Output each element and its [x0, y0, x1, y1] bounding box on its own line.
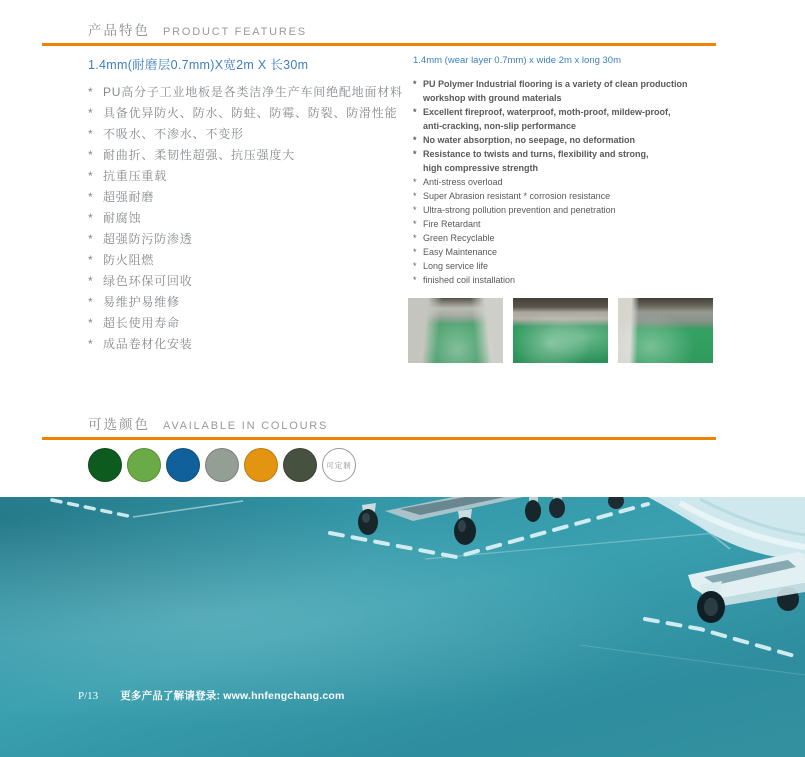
colour-swatch-row	[88, 448, 356, 482]
bullet: *	[413, 107, 417, 117]
hero-floor-photo	[0, 497, 805, 757]
features-title-zh: 产品特色	[88, 23, 150, 38]
bullet: *	[413, 191, 417, 201]
features-list-zh	[88, 82, 418, 355]
bullet: *	[88, 211, 94, 225]
feature-item-en: * Ultra-strong pollution prevention and penetration	[413, 205, 616, 215]
bullet: *	[88, 232, 94, 246]
feature-item-en: * Resistance to twists and turns, flexibility and strong,	[413, 149, 649, 159]
bullet: *	[88, 337, 94, 351]
feature-item-en: * finished coil installation	[413, 275, 516, 285]
feature-item-en-cont: anti-cracking, non-slip performance	[423, 121, 577, 131]
feature-item-en-cont: workshop with ground materials	[423, 93, 562, 103]
swatch-orange	[244, 448, 278, 482]
swatch-blue	[166, 448, 200, 482]
feature-item-zh: * 具备优异防火、防水、防蛀、防霉、防裂、防滑性能	[88, 103, 418, 124]
bullet: *	[413, 79, 417, 89]
feature-item-en: * Easy Maintenance	[413, 247, 498, 257]
feature-item-zh: * 超强防污防渗透	[88, 229, 418, 250]
feature-item-en: * Anti-stress overload	[413, 177, 503, 187]
bullet: *	[413, 177, 417, 187]
bullet: *	[88, 148, 94, 162]
page-footer	[78, 688, 345, 703]
feature-item-en: * Excellent fireproof, waterproof, moth-proof, mildew-proof,	[413, 107, 671, 117]
feature-item-en: * Fire Retardant	[413, 219, 481, 229]
bullet: *	[88, 295, 94, 309]
bullet: *	[413, 205, 417, 215]
features-list-en	[413, 77, 733, 287]
swatch-light-green	[127, 448, 161, 482]
bullet: *	[413, 135, 417, 145]
swatch-grey	[205, 448, 239, 482]
feature-item-zh: * 不吸水、不渗水、不变形	[88, 124, 418, 145]
feature-item-en: * Long service life	[413, 261, 489, 271]
feature-item-zh: * 成品卷材化安装	[88, 334, 418, 355]
swatch-dark-green	[88, 448, 122, 482]
feature-item-zh: * PU高分子工业地板是各类洁净生产车间绝配地面材料	[88, 82, 418, 103]
swatch-customizable: 可定制	[322, 448, 356, 482]
page-number: P/13	[78, 690, 99, 702]
feature-item-zh: * 超强耐磨	[88, 187, 418, 208]
bullet: *	[413, 275, 417, 285]
orange-rule-colours	[42, 437, 716, 440]
hero-photo-overlay	[0, 497, 805, 757]
feature-item-en: * Green Recyclable	[413, 233, 495, 243]
feature-item-en: * Super Abrasion resistant * corrosion resistance	[413, 191, 611, 201]
bullet: *	[413, 233, 417, 243]
features-title-en: PRODUCT FEATURES	[163, 26, 307, 38]
bullet: *	[413, 247, 417, 257]
feature-item-zh: * 易维护易维修	[88, 292, 418, 313]
colours-title-zh: 可选颜色	[88, 417, 150, 432]
feature-item-zh: * 绿色环保可回收	[88, 271, 418, 292]
bullet: *	[413, 219, 417, 229]
bullet: *	[88, 253, 94, 267]
bullet: *	[88, 274, 94, 288]
features-section-header	[88, 19, 307, 39]
workshop-photo-racks	[618, 298, 713, 363]
bullet: *	[88, 127, 94, 141]
workshop-photo-gallery	[408, 298, 713, 363]
bullet: *	[413, 261, 417, 271]
feature-item-zh: * 耐腐蚀	[88, 208, 418, 229]
bullet: *	[88, 85, 94, 99]
bullet: *	[413, 149, 417, 159]
feature-item-en: * PU Polymer Industrial flooring is a variety of clean production	[413, 79, 688, 89]
spec-line-zh: 1.4mm(耐磨层0.7mm)X宽2m X 长30m	[88, 58, 309, 72]
feature-item-en: * No water absorption, no seepage, no deformation	[413, 135, 636, 145]
feature-item-zh: * 耐曲折、柔韧性超强、抗压强度大	[88, 145, 418, 166]
feature-item-en-cont: high compressive strength	[423, 163, 539, 173]
features-column-zh	[88, 55, 418, 355]
colours-title-en: AVAILABLE IN COLOURS	[163, 420, 329, 432]
colours-section-header	[88, 413, 328, 433]
bullet: *	[88, 106, 94, 120]
website-note: 更多产品了解请登录: www.hnfengchang.com	[120, 690, 345, 702]
swatch-charcoal-green	[283, 448, 317, 482]
workshop-photo-machines	[513, 298, 608, 363]
spec-line-en: 1.4mm (wear layer 0.7mm) x wide 2m x long 30m	[413, 55, 622, 66]
bullet: *	[88, 190, 94, 204]
feature-item-zh: * 防火阻燃	[88, 250, 418, 271]
bullet: *	[88, 169, 94, 183]
orange-rule-top	[42, 43, 716, 46]
feature-item-zh: * 抗重压重载	[88, 166, 418, 187]
workshop-photo-corridor	[408, 298, 503, 363]
bullet: *	[88, 316, 94, 330]
features-column-en	[413, 55, 733, 287]
feature-item-zh: * 超长使用寿命	[88, 313, 418, 334]
